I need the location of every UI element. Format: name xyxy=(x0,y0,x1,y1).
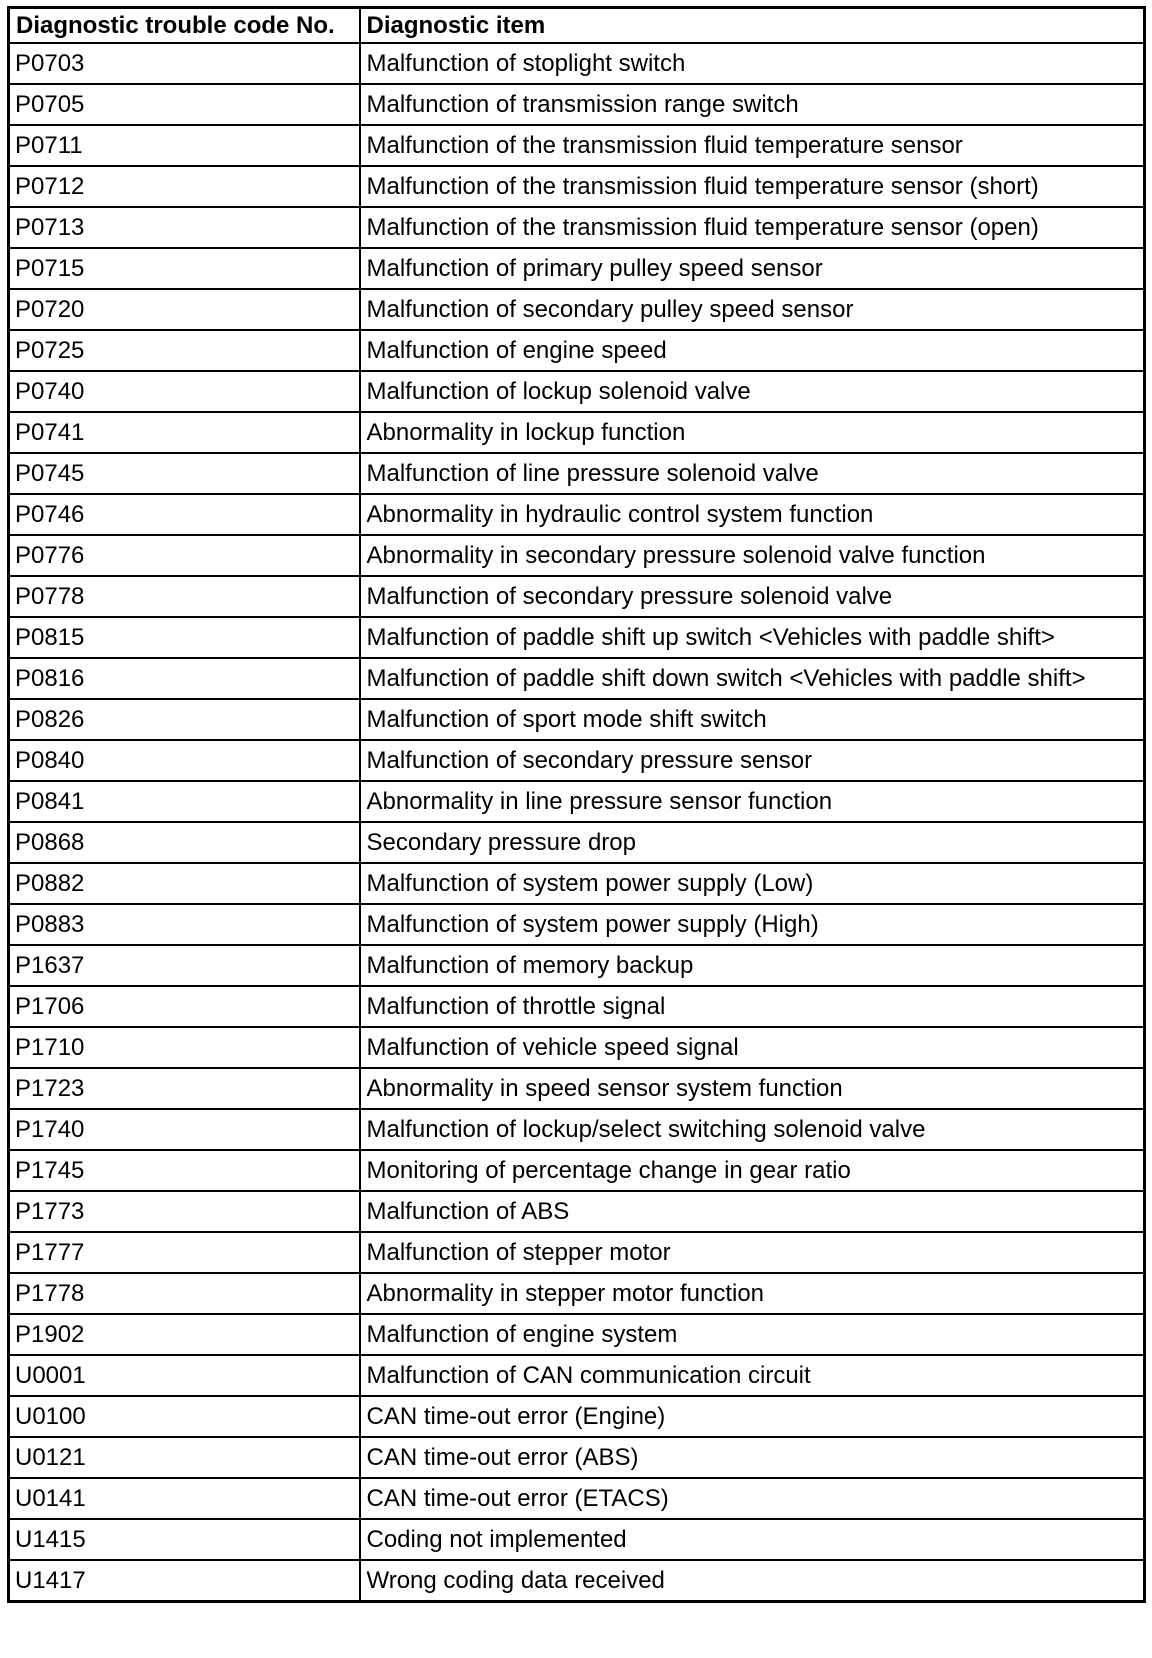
diagnostic-item-cell: Malfunction of transmission range switch xyxy=(360,84,1145,125)
diagnostic-item-cell: Malfunction of stoplight switch xyxy=(360,43,1145,84)
trouble-code-cell: U0001 xyxy=(9,1355,360,1396)
table-row xyxy=(9,248,1145,289)
trouble-code-cell: P0711 xyxy=(9,125,360,166)
trouble-code-cell: P0725 xyxy=(9,330,360,371)
table-row xyxy=(9,1355,1145,1396)
trouble-code-cell: P0815 xyxy=(9,617,360,658)
column-header-item: Diagnostic item xyxy=(360,8,1145,44)
table-row xyxy=(9,576,1145,617)
diagnostic-item-cell: Malfunction of line pressure solenoid valve xyxy=(360,453,1145,494)
table-row xyxy=(9,371,1145,412)
table-header-row xyxy=(9,8,1145,44)
trouble-code-cell: P1637 xyxy=(9,945,360,986)
diagnostic-item-cell: Wrong coding data received xyxy=(360,1560,1145,1602)
diagnostic-item-cell: Malfunction of throttle signal xyxy=(360,986,1145,1027)
table-row xyxy=(9,740,1145,781)
table-row xyxy=(9,1519,1145,1560)
trouble-code-cell: P0841 xyxy=(9,781,360,822)
trouble-code-cell: U0100 xyxy=(9,1396,360,1437)
trouble-code-cell: P0816 xyxy=(9,658,360,699)
diagnostic-item-cell: Malfunction of the transmission fluid temperature sensor xyxy=(360,125,1145,166)
table-row xyxy=(9,166,1145,207)
diagnostic-item-cell: Malfunction of secondary pulley speed sensor xyxy=(360,289,1145,330)
trouble-code-cell: U1415 xyxy=(9,1519,360,1560)
table-row xyxy=(9,1150,1145,1191)
trouble-code-cell: P0745 xyxy=(9,453,360,494)
diagnostic-item-cell: Malfunction of memory backup xyxy=(360,945,1145,986)
diagnostic-item-cell: Malfunction of system power supply (Low) xyxy=(360,863,1145,904)
trouble-code-cell: P0746 xyxy=(9,494,360,535)
trouble-code-cell: P0868 xyxy=(9,822,360,863)
table-row xyxy=(9,1109,1145,1150)
diagnostic-item-cell: Malfunction of sport mode shift switch xyxy=(360,699,1145,740)
diagnostic-item-cell: Malfunction of secondary pressure solenoid valve xyxy=(360,576,1145,617)
table-row xyxy=(9,781,1145,822)
diagnostic-item-cell: CAN time-out error (ABS) xyxy=(360,1437,1145,1478)
table-row xyxy=(9,986,1145,1027)
diagnostic-item-cell: Malfunction of paddle shift down switch <Vehicles with paddle shift> xyxy=(360,658,1145,699)
diagnostic-item-cell: Malfunction of CAN communication circuit xyxy=(360,1355,1145,1396)
table-row xyxy=(9,1396,1145,1437)
table-row xyxy=(9,43,1145,84)
trouble-code-cell: P1710 xyxy=(9,1027,360,1068)
table-body xyxy=(9,43,1145,1602)
trouble-code-cell: P1706 xyxy=(9,986,360,1027)
trouble-code-cell: P0882 xyxy=(9,863,360,904)
diagnostic-item-cell: Coding not implemented xyxy=(360,1519,1145,1560)
table-row xyxy=(9,494,1145,535)
trouble-code-cell: P0705 xyxy=(9,84,360,125)
trouble-code-cell: P0741 xyxy=(9,412,360,453)
trouble-code-cell: U0141 xyxy=(9,1478,360,1519)
diagnostic-item-cell: Malfunction of engine system xyxy=(360,1314,1145,1355)
diagnostic-item-cell: Abnormality in secondary pressure solenoid valve function xyxy=(360,535,1145,576)
diagnostic-item-cell: Malfunction of paddle shift up switch <Vehicles with paddle shift> xyxy=(360,617,1145,658)
trouble-code-cell: P1740 xyxy=(9,1109,360,1150)
table-row xyxy=(9,658,1145,699)
diagnostic-item-cell: CAN time-out error (ETACS) xyxy=(360,1478,1145,1519)
table-row xyxy=(9,125,1145,166)
table-row xyxy=(9,207,1145,248)
trouble-code-cell: P0826 xyxy=(9,699,360,740)
diagnostic-trouble-code-table xyxy=(7,6,1146,1603)
diagnostic-item-cell: CAN time-out error (Engine) xyxy=(360,1396,1145,1437)
diagnostic-item-cell: Monitoring of percentage change in gear ratio xyxy=(360,1150,1145,1191)
table-row xyxy=(9,1273,1145,1314)
trouble-code-cell: P0712 xyxy=(9,166,360,207)
trouble-code-cell: P1777 xyxy=(9,1232,360,1273)
column-header-code: Diagnostic trouble code No. xyxy=(9,8,360,44)
diagnostic-item-cell: Malfunction of engine speed xyxy=(360,330,1145,371)
table-row xyxy=(9,330,1145,371)
diagnostic-item-cell: Malfunction of the transmission fluid temperature sensor (short) xyxy=(360,166,1145,207)
table-row xyxy=(9,617,1145,658)
diagnostic-item-cell: Malfunction of ABS xyxy=(360,1191,1145,1232)
table-row xyxy=(9,84,1145,125)
diagnostic-item-cell: Malfunction of the transmission fluid temperature sensor (open) xyxy=(360,207,1145,248)
trouble-code-cell: P1723 xyxy=(9,1068,360,1109)
diagnostic-item-cell: Malfunction of lockup solenoid valve xyxy=(360,371,1145,412)
trouble-code-cell: P0776 xyxy=(9,535,360,576)
table-row xyxy=(9,822,1145,863)
trouble-code-cell: P0840 xyxy=(9,740,360,781)
table-row xyxy=(9,289,1145,330)
trouble-code-cell: P0883 xyxy=(9,904,360,945)
diagnostic-item-cell: Malfunction of secondary pressure sensor xyxy=(360,740,1145,781)
trouble-code-cell: P0778 xyxy=(9,576,360,617)
diagnostic-item-cell: Abnormality in hydraulic control system function xyxy=(360,494,1145,535)
table-row xyxy=(9,1232,1145,1273)
table-row xyxy=(9,1560,1145,1602)
trouble-code-cell: P1773 xyxy=(9,1191,360,1232)
diagnostic-item-cell: Abnormality in line pressure sensor function xyxy=(360,781,1145,822)
diagnostic-item-cell: Malfunction of vehicle speed signal xyxy=(360,1027,1145,1068)
table-row xyxy=(9,535,1145,576)
table-row xyxy=(9,1314,1145,1355)
trouble-code-cell: P0715 xyxy=(9,248,360,289)
diagnostic-item-cell: Malfunction of primary pulley speed sensor xyxy=(360,248,1145,289)
diagnostic-item-cell: Abnormality in stepper motor function xyxy=(360,1273,1145,1314)
table-row xyxy=(9,1068,1145,1109)
diagnostic-item-cell: Secondary pressure drop xyxy=(360,822,1145,863)
diagnostic-item-cell: Abnormality in lockup function xyxy=(360,412,1145,453)
table-row xyxy=(9,1478,1145,1519)
trouble-code-cell: P1745 xyxy=(9,1150,360,1191)
trouble-code-cell: P0703 xyxy=(9,43,360,84)
diagnostic-item-cell: Malfunction of lockup/select switching solenoid valve xyxy=(360,1109,1145,1150)
table-row xyxy=(9,412,1145,453)
trouble-code-cell: U0121 xyxy=(9,1437,360,1478)
trouble-code-cell: P1778 xyxy=(9,1273,360,1314)
diagnostic-item-cell: Malfunction of stepper motor xyxy=(360,1232,1145,1273)
table-row xyxy=(9,699,1145,740)
trouble-code-cell: P0713 xyxy=(9,207,360,248)
table-row xyxy=(9,904,1145,945)
trouble-code-cell: P1902 xyxy=(9,1314,360,1355)
table-row xyxy=(9,1437,1145,1478)
table-row xyxy=(9,863,1145,904)
diagnostic-item-cell: Abnormality in speed sensor system function xyxy=(360,1068,1145,1109)
trouble-code-cell: U1417 xyxy=(9,1560,360,1602)
table-row xyxy=(9,1191,1145,1232)
diagnostic-item-cell: Malfunction of system power supply (High) xyxy=(360,904,1145,945)
trouble-code-cell: P0740 xyxy=(9,371,360,412)
table-row xyxy=(9,453,1145,494)
table-row xyxy=(9,945,1145,986)
trouble-code-cell: P0720 xyxy=(9,289,360,330)
table-row xyxy=(9,1027,1145,1068)
